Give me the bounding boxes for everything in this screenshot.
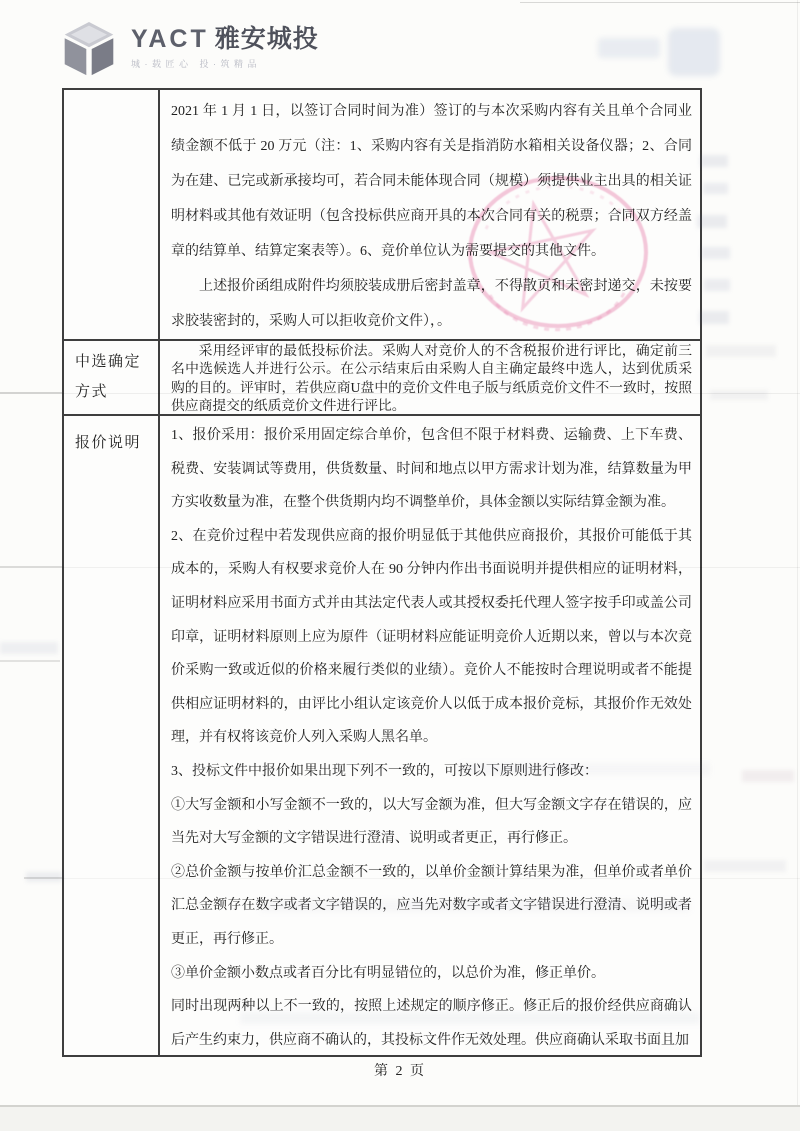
paragraph: ①大写金额和小写金额不一致的，以大写金额为准，但大写金额文字存在错误的，应当先对大写金额的文字错误进行澄清、说明或者更正，再行修正。 bbox=[171, 797, 692, 847]
paragraph: 1、报价采用：报价采用固定综合单价，包含但不限于材料费、运输费、上下车费、税费、安装调试等费用，供货数量、时间和地点以甲方需求计划为准，结算数量为甲方实收数量为准，在整个供货期内均不调整单价，具体金额以实际结算金额为准。 bbox=[171, 428, 692, 511]
scan-edge-line bbox=[520, 2, 800, 3]
bleedthrough-artifact bbox=[700, 155, 728, 167]
table-label-cell-empty bbox=[64, 90, 160, 339]
scan-edge-line bbox=[0, 1105, 800, 1107]
bleedthrough-artifact bbox=[706, 345, 776, 357]
paragraph: 上述报价函组成附件均须胶装成册后密封盖章，不得散页和未密封递交，未按要求胶装密封的，采购人可以拒收竞价文件），。 bbox=[171, 279, 692, 329]
scan-edge-line bbox=[797, 0, 798, 1131]
procurement-terms-table bbox=[62, 88, 702, 1057]
scan-fold-line bbox=[0, 566, 62, 568]
bleedthrough-artifact bbox=[699, 311, 729, 324]
paragraph: ②总价金额与按单价汇总金额不一致的，以单价金额计算结果为准，但单价或者单价汇总金额存在数字或者文字错误的，应当先对数字或者文字错误进行澄清、说明或者更正，再行修正。 bbox=[171, 864, 692, 947]
brand-name bbox=[131, 26, 319, 52]
paragraph: 2021 年 1 月 1 日，以签订合同时间为准）签订的与本次采购内容有关且单个合同业绩金额不低于 20 万元（注：1、采购内容有关是指消防水箱相关设备仪器；2、合同为在建、已完或新承接均可，若合同未能体现合同（规模）须提供业主出具的相关证明材料或其他有效证明（包含投标供应商开具的本次合同有关的税票；合同双方经盖章的结算单、结算定案表等）。6、竞价单位认为需要提交的其他文件。 bbox=[171, 104, 692, 259]
bleedthrough-logo-ghost bbox=[668, 28, 720, 76]
brand-en: YACT bbox=[131, 25, 209, 53]
table-content-quotation-notes bbox=[160, 414, 700, 1055]
paragraph: 采用经评审的最低投标价法。采购人对竞价人的不含税报价进行评比，确定前三名中选候选人并进行公示。在公示结束后由采购人自主确定最终中选人，达到优质采购的目的。评审时，若供应商U盘中的竞价文件电子版与纸质竞价文件不一致时，按照供应商提交的纸质竞价文件进行评比。 bbox=[171, 343, 692, 414]
table-label-quotation-notes: 报价说明 bbox=[64, 414, 160, 1055]
scan-edge-shadow bbox=[0, 1107, 800, 1131]
bleedthrough-artifact bbox=[701, 247, 730, 259]
bleedthrough-artifact bbox=[703, 183, 728, 194]
paragraph: ③单价金额小数点或者百分比有明显错位的，以总价为准，修正单价。 bbox=[171, 965, 605, 981]
brand-slogan: 城·载匠心 投·筑精品 bbox=[131, 59, 261, 69]
scan-fold-line bbox=[0, 392, 62, 394]
bleedthrough-artifact bbox=[710, 390, 768, 400]
bleedthrough-artifact bbox=[0, 642, 58, 654]
paragraph: 同时出现两种以上不一致的，按照上述规定的顺序修正。修正后的报价经供应商确认后产生约束力，供应商不确认的，其投标文件作无效处理。供应商确认采取书面且加 bbox=[171, 999, 692, 1048]
bleedthrough-artifact bbox=[704, 860, 786, 872]
brand-cn: 雅安城投 bbox=[214, 25, 319, 53]
cube-logo-icon bbox=[62, 20, 116, 78]
logo-text bbox=[131, 20, 319, 70]
bleedthrough-artifact bbox=[26, 872, 62, 882]
paragraph: 2、在竞价过程中若发现供应商的报价明显低于其他供应商报价，其报价可能低于其成本的，采购人有权要求竞价人在 90 分钟内作出书面说明并提供相应的证明材料，证明材料应采用书面方式并由其法定代表人或其授权委托代理人签字按手印或盖公司印章，证明材料原则上应为原件（证明材料应能证明竞价人近期以来，曾以与本次竞价采购一致或近似的价格来履行类似的业绩）。竞价人不能按时合理说明或者不能提供相应证明材料的，由评比小组认定该竞价人以低于成本报价竞标，其报价作无效处理，并有权将该竞价人列入采购人黑名单。 bbox=[171, 528, 692, 746]
scan-fold-line bbox=[0, 660, 60, 662]
paragraph: 3、投标文件中报价如果出现下列不一致的，可按以下原则进行修改： bbox=[171, 763, 598, 779]
bleedthrough-artifact bbox=[742, 770, 794, 782]
page-number: 第 2 页 bbox=[374, 1064, 426, 1079]
company-logo bbox=[62, 20, 319, 78]
scan-fold-line bbox=[24, 877, 62, 879]
bleedthrough-artifact bbox=[704, 279, 730, 291]
bleedthrough-text-ghost bbox=[598, 38, 660, 58]
table-content-selection-method bbox=[160, 339, 700, 414]
table-label-selection-method: 中选确定方式 bbox=[64, 339, 160, 414]
table-content-continuation bbox=[160, 90, 700, 339]
